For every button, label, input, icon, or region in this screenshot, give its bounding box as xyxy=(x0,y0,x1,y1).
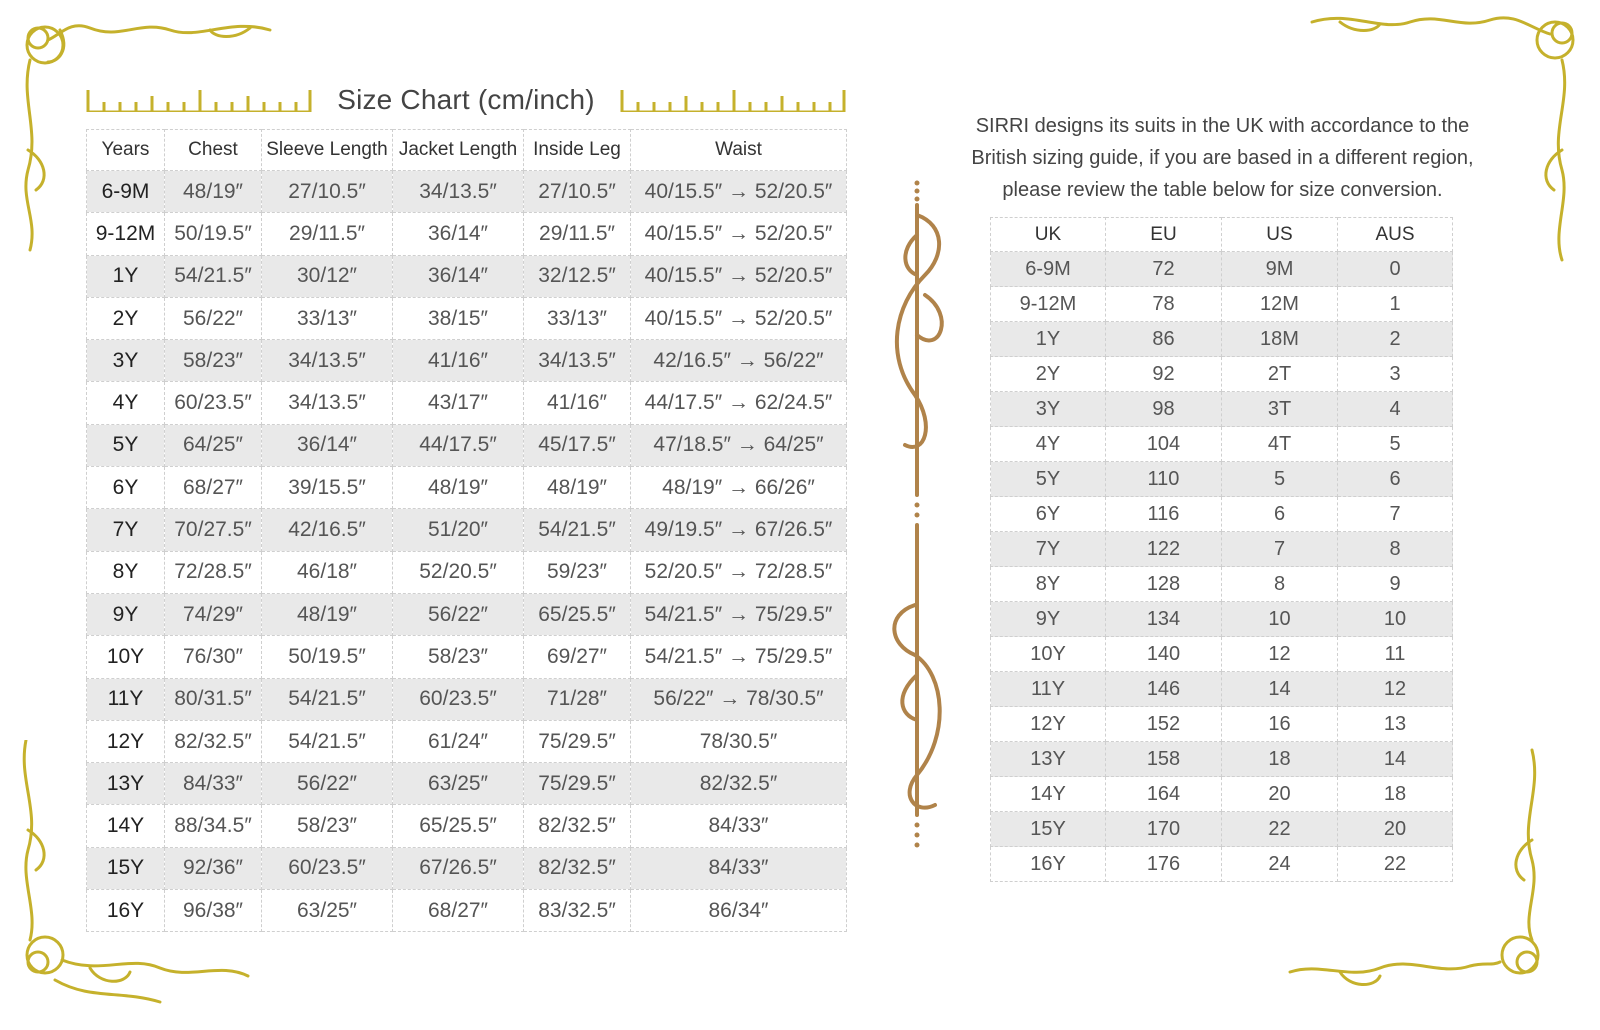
size-chart-cell: 27/10.5″ xyxy=(524,171,631,213)
size-chart-cell: 71/28″ xyxy=(524,678,631,720)
size-chart-cell: 54/21.5″ → 75/29.5″ xyxy=(631,636,847,678)
size-chart-cell: 50/19.5″ xyxy=(262,636,393,678)
conversion-cell: 7 xyxy=(1222,532,1338,567)
conversion-cell: 1Y xyxy=(991,322,1106,357)
size-chart-cell: 63/25″ xyxy=(393,763,524,805)
size-chart-cell: 3Y xyxy=(87,340,165,382)
conversion-cell: 1 xyxy=(1338,287,1453,322)
size-chart-cell: 72/28.5″ xyxy=(165,551,262,593)
conversion-header-cell: AUS xyxy=(1338,218,1453,252)
conversion-row xyxy=(991,847,1453,882)
size-chart-cell: 60/23.5″ xyxy=(262,847,393,889)
conversion-cell: 9M xyxy=(1222,252,1338,287)
conversion-row xyxy=(991,532,1453,567)
size-chart-cell: 64/25″ xyxy=(165,424,262,466)
size-chart-cell: 16Y xyxy=(87,890,165,932)
conversion-cell: 152 xyxy=(1106,707,1222,742)
conversion-row xyxy=(991,672,1453,707)
size-chart-cell: 12Y xyxy=(87,720,165,762)
conversion-cell: 18 xyxy=(1338,777,1453,812)
size-chart-header-cell: Inside Leg xyxy=(524,130,631,171)
size-chart-cell: 13Y xyxy=(87,763,165,805)
conversion-cell: 5 xyxy=(1338,427,1453,462)
size-chart-row xyxy=(87,382,847,424)
size-chart-row xyxy=(87,255,847,297)
size-chart-cell: 54/21.5″ xyxy=(524,509,631,551)
size-chart-cell: 68/27″ xyxy=(165,467,262,509)
conversion-cell: 78 xyxy=(1106,287,1222,322)
conversion-cell: 14 xyxy=(1338,742,1453,777)
conversion-cell: 24 xyxy=(1222,847,1338,882)
conversion-cell: 20 xyxy=(1222,777,1338,812)
size-chart-cell: 27/10.5″ xyxy=(262,171,393,213)
conversion-row xyxy=(991,322,1453,357)
size-chart-cell: 68/27″ xyxy=(393,890,524,932)
size-chart-cell: 65/25.5″ xyxy=(393,805,524,847)
conversion-cell: 2T xyxy=(1222,357,1338,392)
size-chart-cell: 56/22″ xyxy=(165,297,262,339)
size-chart-title: Size Chart (cm/inch) xyxy=(337,84,595,115)
conversion-cell: 16Y xyxy=(991,847,1106,882)
conversion-cell: 8Y xyxy=(991,567,1106,602)
conversion-cell: 4 xyxy=(1338,392,1453,427)
conversion-cell: 134 xyxy=(1106,602,1222,637)
conversion-cell: 12Y xyxy=(991,707,1106,742)
size-chart-header-cell: Sleeve Length xyxy=(262,130,393,171)
size-chart-cell: 60/23.5″ xyxy=(165,382,262,424)
conversion-intro-text xyxy=(950,110,1495,206)
conversion-row xyxy=(991,742,1453,777)
size-chart-row xyxy=(87,763,847,805)
conversion-cell: 15Y xyxy=(991,812,1106,847)
conversion-cell: 104 xyxy=(1106,427,1222,462)
size-chart-cell: 83/32.5″ xyxy=(524,890,631,932)
size-chart-cell: 34/13.5″ xyxy=(393,171,524,213)
size-chart-cell: 80/31.5″ xyxy=(165,678,262,720)
conversion-cell: 3T xyxy=(1222,392,1338,427)
size-chart-row xyxy=(87,171,847,213)
conversion-cell: 9-12M xyxy=(991,287,1106,322)
size-chart-cell: 30/12″ xyxy=(262,255,393,297)
center-divider-ornament xyxy=(875,175,955,855)
size-chart-row xyxy=(87,805,847,847)
conversion-cell: 10Y xyxy=(991,637,1106,672)
conversion-cell: 12M xyxy=(1222,287,1338,322)
size-chart-row xyxy=(87,213,847,255)
size-chart-header-row xyxy=(87,130,847,171)
conversion-cell: 7Y xyxy=(991,532,1106,567)
size-chart-cell: 48/19″ xyxy=(262,593,393,635)
size-chart-row xyxy=(87,720,847,762)
size-chart-cell: 63/25″ xyxy=(262,890,393,932)
conversion-cell: 86 xyxy=(1106,322,1222,357)
conversion-cell: 16 xyxy=(1222,707,1338,742)
size-chart-cell: 70/27.5″ xyxy=(165,509,262,551)
size-chart-cell: 1Y xyxy=(87,255,165,297)
size-chart-cell: 43/17″ xyxy=(393,382,524,424)
size-chart-cell: 65/25.5″ xyxy=(524,593,631,635)
size-chart-cell: 42/16.5″ xyxy=(262,509,393,551)
conversion-cell: 7 xyxy=(1338,497,1453,532)
conversion-cell: 8 xyxy=(1222,567,1338,602)
conversion-cell: 0 xyxy=(1338,252,1453,287)
size-chart-cell: 15Y xyxy=(87,847,165,889)
conversion-cell: 13Y xyxy=(991,742,1106,777)
size-chart-cell: 48/19″ xyxy=(165,171,262,213)
conversion-row xyxy=(991,357,1453,392)
size-chart-cell: 75/29.5″ xyxy=(524,763,631,805)
conversion-cell: 92 xyxy=(1106,357,1222,392)
conversion-cell: 3 xyxy=(1338,357,1453,392)
size-chart-cell: 52/20.5″ → 72/28.5″ xyxy=(631,551,847,593)
size-chart-cell: 29/11.5″ xyxy=(262,213,393,255)
conversion-header-cell: UK xyxy=(991,218,1106,252)
size-chart-cell: 58/23″ xyxy=(393,636,524,678)
conversion-row xyxy=(991,462,1453,497)
size-chart-cell: 69/27″ xyxy=(524,636,631,678)
conversion-row xyxy=(991,637,1453,672)
size-chart-row xyxy=(87,340,847,382)
size-chart-cell: 42/16.5″ → 56/22″ xyxy=(631,340,847,382)
size-chart-cell: 54/21.5″ xyxy=(262,720,393,762)
size-chart-cell: 88/34.5″ xyxy=(165,805,262,847)
size-chart-cell: 45/17.5″ xyxy=(524,424,631,466)
size-chart-cell: 34/13.5″ xyxy=(524,340,631,382)
conversion-cell: 11Y xyxy=(991,672,1106,707)
intro-line: British sizing guide, if you are based in a different region, xyxy=(971,147,1474,169)
size-chart-cell: 32/12.5″ xyxy=(524,255,631,297)
size-chart-cell: 10Y xyxy=(87,636,165,678)
size-chart-cell: 47/18.5″ → 64/25″ xyxy=(631,424,847,466)
conversion-cell: 13 xyxy=(1338,707,1453,742)
conversion-body xyxy=(991,252,1453,882)
conversion-cell: 20 xyxy=(1338,812,1453,847)
conversion-cell: 14Y xyxy=(991,777,1106,812)
conversion-cell: 14 xyxy=(1222,672,1338,707)
conversion-cell: 158 xyxy=(1106,742,1222,777)
size-chart-cell: 9Y xyxy=(87,593,165,635)
size-chart-header-cell: Jacket Length xyxy=(393,130,524,171)
size-chart-row xyxy=(87,467,847,509)
size-chart-cell: 74/29″ xyxy=(165,593,262,635)
conversion-cell: 22 xyxy=(1222,812,1338,847)
conversion-cell: 4T xyxy=(1222,427,1338,462)
size-chart-cell: 92/36″ xyxy=(165,847,262,889)
conversion-cell: 9Y xyxy=(991,602,1106,637)
size-chart-cell: 78/30.5″ xyxy=(631,720,847,762)
size-chart-cell: 40/15.5″ → 52/20.5″ xyxy=(631,213,847,255)
conversion-cell: 6 xyxy=(1222,497,1338,532)
size-chart-cell: 33/13″ xyxy=(524,297,631,339)
size-chart-cell: 33/13″ xyxy=(262,297,393,339)
intro-line: SIRRI designs its suits in the UK with accordance to the xyxy=(975,115,1470,137)
conversion-cell: 3Y xyxy=(991,392,1106,427)
size-chart-body xyxy=(87,171,847,932)
size-chart-header-cell: Waist xyxy=(631,130,847,171)
conversion-cell: 6-9M xyxy=(991,252,1106,287)
size-chart-cell: 14Y xyxy=(87,805,165,847)
conversion-cell: 2Y xyxy=(991,357,1106,392)
size-chart-cell: 60/23.5″ xyxy=(393,678,524,720)
size-conversion-table xyxy=(990,217,1453,882)
size-chart-cell: 54/21.5″ → 75/29.5″ xyxy=(631,593,847,635)
size-chart-cell: 7Y xyxy=(87,509,165,551)
size-chart-row xyxy=(87,509,847,551)
size-chart-cell: 4Y xyxy=(87,382,165,424)
conversion-row xyxy=(991,497,1453,532)
size-chart-cell: 46/18″ xyxy=(262,551,393,593)
size-chart-row xyxy=(87,636,847,678)
size-chart-cell: 84/33″ xyxy=(165,763,262,805)
conversion-cell: 164 xyxy=(1106,777,1222,812)
intro-line: please review the table below for size conversion. xyxy=(1002,179,1443,201)
size-chart-cell: 40/15.5″ → 52/20.5″ xyxy=(631,255,847,297)
size-chart-cell: 34/13.5″ xyxy=(262,340,393,382)
conversion-row xyxy=(991,392,1453,427)
size-chart-cell: 67/26.5″ xyxy=(393,847,524,889)
conversion-row xyxy=(991,707,1453,742)
conversion-cell: 12 xyxy=(1222,637,1338,672)
size-chart-row xyxy=(87,593,847,635)
size-chart-cell: 52/20.5″ xyxy=(393,551,524,593)
size-chart-cell: 11Y xyxy=(87,678,165,720)
conversion-cell: 98 xyxy=(1106,392,1222,427)
size-chart-cell: 82/32.5″ xyxy=(631,763,847,805)
conversion-row xyxy=(991,602,1453,637)
conversion-cell: 176 xyxy=(1106,847,1222,882)
conversion-cell: 122 xyxy=(1106,532,1222,567)
size-chart-cell: 36/14″ xyxy=(262,424,393,466)
size-chart-cell: 86/34″ xyxy=(631,890,847,932)
size-chart-cell: 34/13.5″ xyxy=(262,382,393,424)
conversion-cell: 9 xyxy=(1338,567,1453,602)
size-chart-cell: 61/24″ xyxy=(393,720,524,762)
size-chart-row xyxy=(87,424,847,466)
conversion-cell: 22 xyxy=(1338,847,1453,882)
conversion-header-row xyxy=(991,218,1453,252)
size-chart-cell: 48/19″ xyxy=(524,467,631,509)
conversion-cell: 5Y xyxy=(991,462,1106,497)
conversion-header-cell: US xyxy=(1222,218,1338,252)
conversion-row xyxy=(991,567,1453,602)
size-chart-cell: 29/11.5″ xyxy=(524,213,631,255)
size-chart-cell: 56/22″ xyxy=(393,593,524,635)
size-chart-cell: 58/23″ xyxy=(165,340,262,382)
size-chart-cell: 8Y xyxy=(87,551,165,593)
size-chart-cell: 6Y xyxy=(87,467,165,509)
size-chart-cell: 38/15″ xyxy=(393,297,524,339)
size-chart-row xyxy=(87,847,847,889)
conversion-cell: 8 xyxy=(1338,532,1453,567)
size-chart-row xyxy=(87,551,847,593)
conversion-row xyxy=(991,287,1453,322)
size-chart-cell: 36/14″ xyxy=(393,213,524,255)
size-chart-cell: 48/19″ xyxy=(393,467,524,509)
size-chart-cell: 48/19″ → 66/26″ xyxy=(631,467,847,509)
conversion-cell: 6 xyxy=(1338,462,1453,497)
size-chart-cell: 50/19.5″ xyxy=(165,213,262,255)
size-chart-cell: 56/22″ xyxy=(262,763,393,805)
conversion-cell: 146 xyxy=(1106,672,1222,707)
size-chart-cell: 84/33″ xyxy=(631,805,847,847)
conversion-cell: 5 xyxy=(1222,462,1338,497)
ruler-ornament-left xyxy=(86,88,312,112)
conversion-cell: 116 xyxy=(1106,497,1222,532)
conversion-cell: 18M xyxy=(1222,322,1338,357)
size-chart-cell: 9-12M xyxy=(87,213,165,255)
conversion-cell: 12 xyxy=(1338,672,1453,707)
size-chart-cell: 44/17.5″ xyxy=(393,424,524,466)
size-chart-header-cell: Chest xyxy=(165,130,262,171)
conversion-cell: 11 xyxy=(1338,637,1453,672)
conversion-cell: 140 xyxy=(1106,637,1222,672)
size-chart-cell: 56/22″ → 78/30.5″ xyxy=(631,678,847,720)
conversion-row xyxy=(991,812,1453,847)
size-chart-row xyxy=(87,297,847,339)
conversion-row xyxy=(991,427,1453,462)
conversion-cell: 170 xyxy=(1106,812,1222,847)
size-chart-cell: 39/15.5″ xyxy=(262,467,393,509)
size-chart-cell: 41/16″ xyxy=(524,382,631,424)
size-chart-cell: 40/15.5″ → 52/20.5″ xyxy=(631,171,847,213)
size-chart-cell: 82/32.5″ xyxy=(165,720,262,762)
size-chart-cell: 76/30″ xyxy=(165,636,262,678)
conversion-row xyxy=(991,252,1453,287)
conversion-cell: 4Y xyxy=(991,427,1106,462)
conversion-cell: 128 xyxy=(1106,567,1222,602)
conversion-cell: 6Y xyxy=(991,497,1106,532)
size-chart-table xyxy=(86,129,847,932)
size-chart-cell: 41/16″ xyxy=(393,340,524,382)
conversion-cell: 10 xyxy=(1222,602,1338,637)
size-chart-row xyxy=(87,678,847,720)
conversion-cell: 110 xyxy=(1106,462,1222,497)
size-chart-cell: 82/32.5″ xyxy=(524,847,631,889)
size-chart-cell: 75/29.5″ xyxy=(524,720,631,762)
conversion-cell: 2 xyxy=(1338,322,1453,357)
conversion-cell: 10 xyxy=(1338,602,1453,637)
size-chart-cell: 84/33″ xyxy=(631,847,847,889)
size-chart-title-row xyxy=(86,78,846,122)
conversion-cell: 72 xyxy=(1106,252,1222,287)
size-chart-cell: 2Y xyxy=(87,297,165,339)
size-chart-cell: 54/21.5″ xyxy=(165,255,262,297)
size-chart-cell: 36/14″ xyxy=(393,255,524,297)
size-chart-cell: 44/17.5″ → 62/24.5″ xyxy=(631,382,847,424)
size-chart-row xyxy=(87,890,847,932)
size-chart-cell: 5Y xyxy=(87,424,165,466)
conversion-header-cell: EU xyxy=(1106,218,1222,252)
size-chart-cell: 49/19.5″ → 67/26.5″ xyxy=(631,509,847,551)
size-chart-cell: 82/32.5″ xyxy=(524,805,631,847)
size-chart-cell: 96/38″ xyxy=(165,890,262,932)
size-chart-cell: 40/15.5″ → 52/20.5″ xyxy=(631,297,847,339)
size-chart-cell: 54/21.5″ xyxy=(262,678,393,720)
size-chart-cell: 59/23″ xyxy=(524,551,631,593)
size-chart-cell: 51/20″ xyxy=(393,509,524,551)
size-chart-header-cell: Years xyxy=(87,130,165,171)
conversion-cell: 18 xyxy=(1222,742,1338,777)
size-chart-cell: 58/23″ xyxy=(262,805,393,847)
conversion-row xyxy=(991,777,1453,812)
size-chart-cell: 6-9M xyxy=(87,171,165,213)
ruler-ornament-right xyxy=(620,88,846,112)
